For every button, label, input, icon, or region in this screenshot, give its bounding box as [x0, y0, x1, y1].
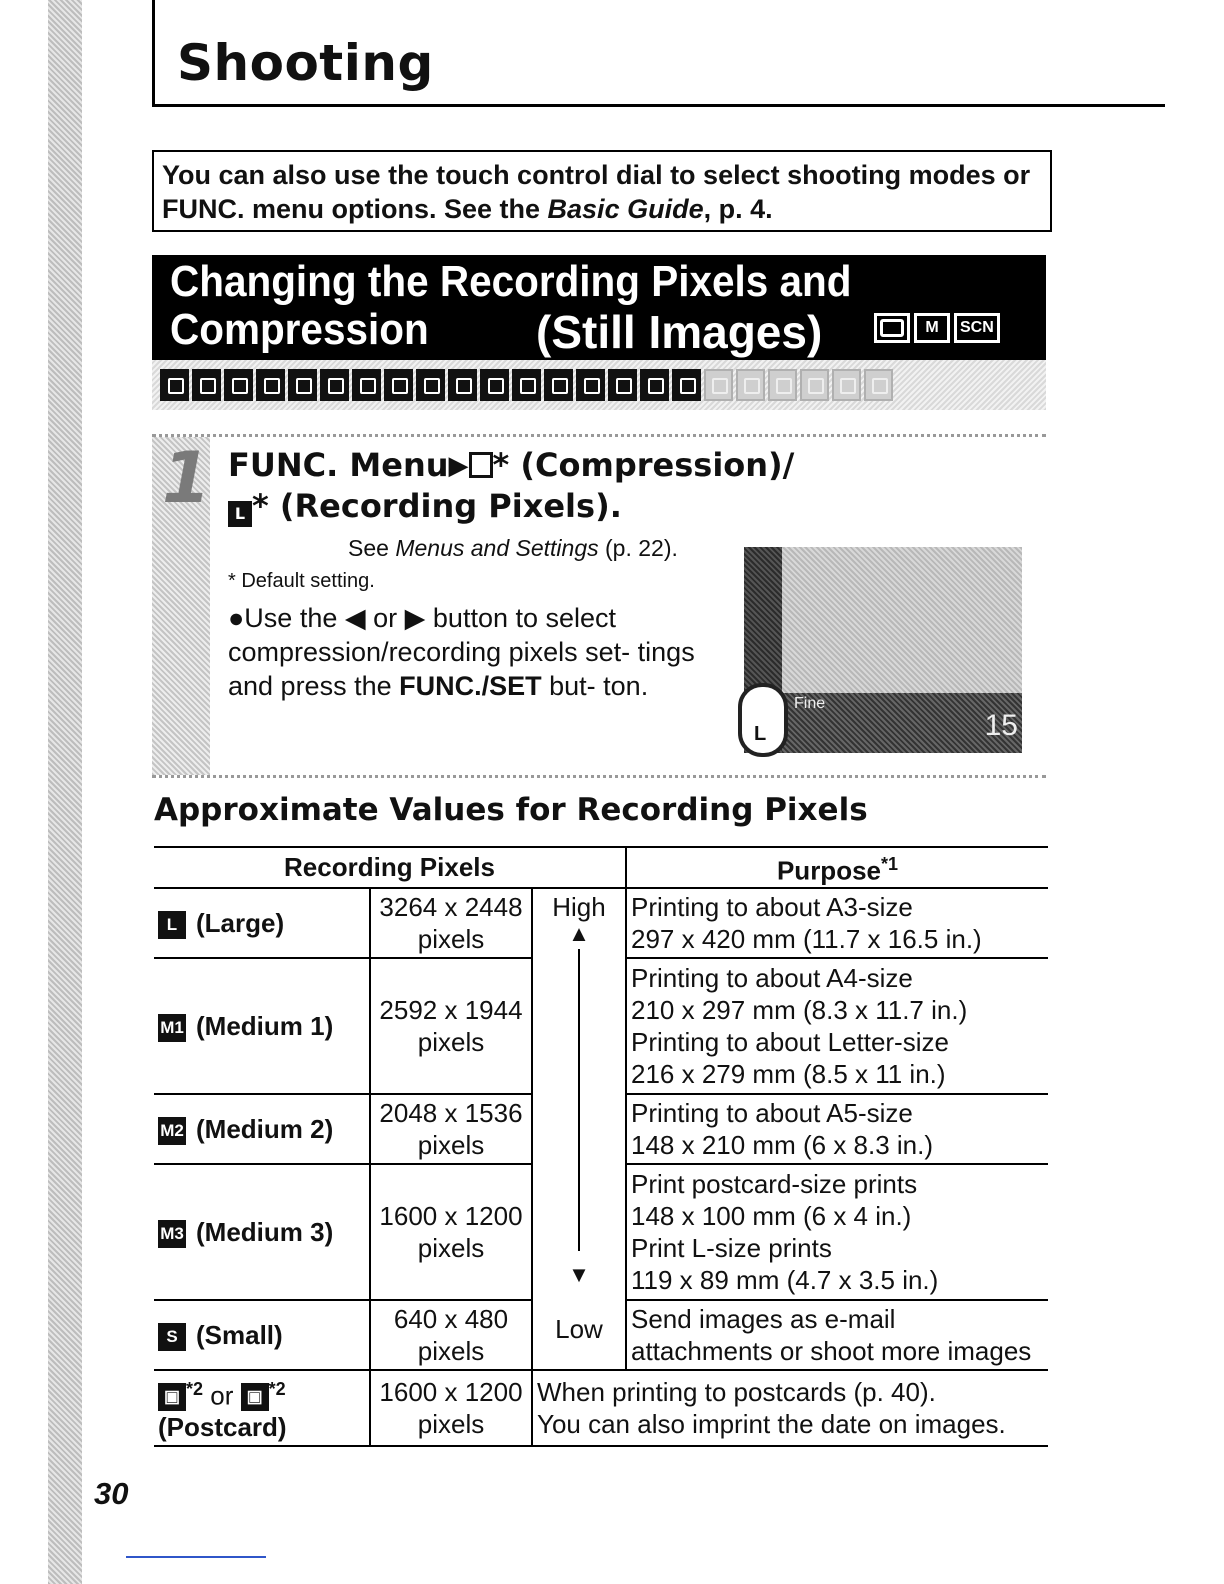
tip-page-reference: , p. 4. [703, 194, 773, 224]
step-title [228, 445, 794, 527]
lcd-size-icon: L [754, 723, 767, 745]
movie-compact-icon [768, 369, 797, 401]
purpose-line: Printing to about A5-size [631, 1097, 913, 1128]
postcard-label: (Postcard) [158, 1412, 287, 1443]
pixel-dimensions: 3264 x 2448 [379, 891, 523, 922]
pixel-size [370, 958, 532, 1094]
postcard-purpose-cell [532, 1370, 1048, 1447]
beach-icon [576, 369, 605, 401]
pixel-size [370, 888, 532, 958]
purpose-footnote: *1 [881, 854, 899, 874]
step-reference [348, 535, 678, 562]
camera-lcd-screenshot [744, 547, 1022, 753]
lcd-selection-ring [738, 683, 788, 757]
manual-mode-icon: M [914, 313, 950, 343]
row-label-text: (Small) [196, 1319, 283, 1350]
row-label-large [154, 888, 370, 958]
pixel-dimensions: 640 x 480 [393, 1303, 509, 1334]
foliage-icon [512, 369, 541, 401]
purpose-cell [626, 1300, 1048, 1370]
row-label-medium3 [154, 1164, 370, 1300]
lcd-fine-label: Fine [794, 695, 826, 712]
purpose-line: Send images as e-mail [631, 1303, 896, 1334]
snow-icon [544, 369, 573, 401]
compression-label: * (Compression)/ [492, 446, 795, 484]
instruction-start: ●Use the [228, 603, 345, 633]
step-number: 1 [162, 437, 211, 519]
pixel-dimensions: 2592 x 1944 [379, 994, 523, 1025]
default-setting-note: * Default setting. [228, 570, 375, 592]
underwater-icon [672, 369, 701, 401]
movie-color-swap-icon [832, 369, 861, 401]
color-accent-icon [256, 369, 285, 401]
right-arrow-icon: ▶ [404, 603, 426, 633]
pixel-unit: pixels [417, 923, 485, 954]
movie-standard-icon [704, 369, 733, 401]
purpose-line: 148 x 210 mm (6 x 8.3 in.) [631, 1129, 934, 1160]
postcard-or: or [203, 1380, 241, 1411]
pixel-unit: pixels [417, 1335, 485, 1366]
quality-scale-area [537, 891, 621, 1361]
row-label-medium2 [154, 1094, 370, 1164]
landscape-icon [384, 369, 413, 401]
row-label-small [154, 1300, 370, 1370]
pixel-dimensions: 2048 x 1536 [379, 1097, 523, 1128]
manual-mode-icon [192, 369, 221, 401]
table-header-row [154, 847, 1048, 888]
page-title: Shooting [177, 34, 434, 92]
portrait-icon [352, 369, 381, 401]
large-pixels-icon: L [228, 501, 252, 527]
reference-title: Menus and Settings [395, 535, 599, 561]
purpose-cell [626, 1164, 1048, 1300]
night-scene-icon [416, 369, 445, 401]
camera-mode-icon [874, 313, 910, 343]
pixel-unit: pixels [417, 1026, 485, 1057]
left-arrow-icon: ◀ [344, 603, 366, 633]
tip-guide-reference: Basic Guide [547, 194, 704, 224]
movie-time-lapse-icon [864, 369, 893, 401]
digital-macro-icon [224, 369, 253, 401]
recording-pixels-table [154, 846, 1048, 1447]
arrow-up-icon: ▲ [568, 920, 590, 946]
scale-low-label: Low [555, 1313, 603, 1344]
pixel-dimensions: 1600 x 1200 [379, 1377, 523, 1408]
pixel-dimensions: 1600 x 1200 [379, 1200, 523, 1231]
scale-high-label: High [552, 891, 606, 922]
pixel-unit: pixels [417, 1409, 485, 1440]
instruction-middle: button to select compression/recording pixels set- tings and press the [228, 603, 695, 701]
movie-fast-frame-icon [736, 369, 765, 401]
row-label-medium1 [154, 958, 370, 1094]
section-title-banner [152, 255, 1046, 360]
purpose-header-text: Purpose [776, 855, 881, 886]
postcard-date-icon: ▣ [241, 1383, 269, 1411]
postcard-date-footnote: *2 [268, 1378, 286, 1399]
func-set-button-label: FUNC./SET [399, 671, 542, 701]
section-title-line2: Compression [170, 305, 429, 354]
bottom-rule [126, 1556, 266, 1558]
fireworks-icon [608, 369, 637, 401]
purpose-line: 210 x 297 mm (8.3 x 11.7 in.) [631, 994, 968, 1025]
play-arrow-icon: ▶ [448, 451, 469, 481]
purpose-line: attachments or shoot more images [631, 1335, 1032, 1366]
page-edge-strip [48, 0, 82, 1584]
step-panel [152, 434, 1046, 778]
instruction-end: but- ton. [541, 671, 649, 701]
table-row-postcard [154, 1370, 1048, 1447]
medium3-size-icon: M3 [158, 1220, 186, 1248]
section-title-line1: Changing the Recording Pixels and [170, 257, 852, 306]
column-header-purpose [626, 847, 1048, 888]
pixel-size [370, 1164, 532, 1300]
tip-text: You can also use the touch control dial to select shooting modes or FUNC. menu options. See the [162, 160, 1031, 224]
movie-color-accent-icon [800, 369, 829, 401]
pixel-size [370, 1094, 532, 1164]
step-instruction [228, 601, 728, 703]
purpose-line: 216 x 279 mm (8.5 x 11 in.) [631, 1058, 946, 1089]
auto-mode-icon [160, 369, 189, 401]
pixel-size [370, 1300, 532, 1370]
recording-pixels-label: * (Recording Pixels). [252, 487, 622, 525]
instruction-or: or [365, 603, 405, 633]
scene-mode-icon: SCN [954, 313, 1000, 343]
shooting-mode-icon-strip [152, 360, 1046, 410]
lcd-shot-count: 15 [984, 709, 1018, 742]
color-swap-icon [288, 369, 317, 401]
compression-icon [469, 452, 493, 478]
scale-arrow-line [578, 949, 580, 1251]
small-size-icon: S [158, 1323, 186, 1351]
stitch-assist-icon [320, 369, 349, 401]
row-label-text: (Large) [196, 907, 285, 938]
section-title-suffix: (Still Images) [536, 306, 823, 358]
column-header-pixels: Recording Pixels [154, 847, 626, 888]
aquarium-icon [640, 369, 669, 401]
func-menu-label: FUNC. Menu [228, 446, 449, 484]
purpose-line: When printing to postcards (p. 40). [537, 1377, 936, 1408]
available-modes [874, 313, 1000, 343]
purpose-line: 297 x 420 mm (11.7 x 16.5 in.) [631, 923, 982, 954]
postcard-footnote: *2 [186, 1378, 204, 1399]
postcard-icon: ▣ [158, 1383, 186, 1411]
pixel-unit: pixels [417, 1129, 485, 1160]
page-number: 30 [94, 1476, 129, 1511]
large-size-icon: L [158, 911, 186, 939]
row-label-text: (Medium 1) [196, 1010, 334, 1041]
purpose-line: Print L-size prints [631, 1232, 832, 1263]
kids-pets-icon [448, 369, 477, 401]
purpose-line: Printing to about A3-size [631, 891, 913, 922]
medium1-size-icon: M1 [158, 1014, 186, 1042]
indoor-icon [480, 369, 509, 401]
quality-scale [532, 888, 626, 1370]
purpose-cell [626, 958, 1048, 1094]
purpose-line: Printing to about A4-size [631, 962, 913, 993]
reference-prefix: See [348, 535, 396, 561]
medium2-size-icon: M2 [158, 1117, 186, 1145]
row-label-postcard [154, 1370, 370, 1447]
purpose-line: Printing to about Letter-size [631, 1026, 949, 1057]
reference-page: (p. 22). [598, 535, 678, 561]
purpose-cell [626, 888, 1048, 958]
pixel-unit: pixels [417, 1232, 485, 1263]
tip-box [152, 150, 1052, 232]
pixel-size [370, 1370, 532, 1447]
page-header [152, 0, 1165, 107]
purpose-line: You can also imprint the date on images. [537, 1409, 1006, 1440]
purpose-line: Print postcard-size prints [631, 1168, 918, 1199]
table-heading: Approximate Values for Recording Pixels [154, 792, 868, 828]
purpose-line: 148 x 100 mm (6 x 4 in.) [631, 1200, 912, 1231]
arrow-down-icon: ▼ [568, 1261, 590, 1287]
row-label-text: (Medium 3) [196, 1216, 334, 1247]
row-label-text: (Medium 2) [196, 1113, 334, 1144]
table-row [154, 888, 1048, 958]
purpose-line: 119 x 89 mm (4.7 x 3.5 in.) [631, 1264, 939, 1295]
purpose-cell [626, 1094, 1048, 1164]
